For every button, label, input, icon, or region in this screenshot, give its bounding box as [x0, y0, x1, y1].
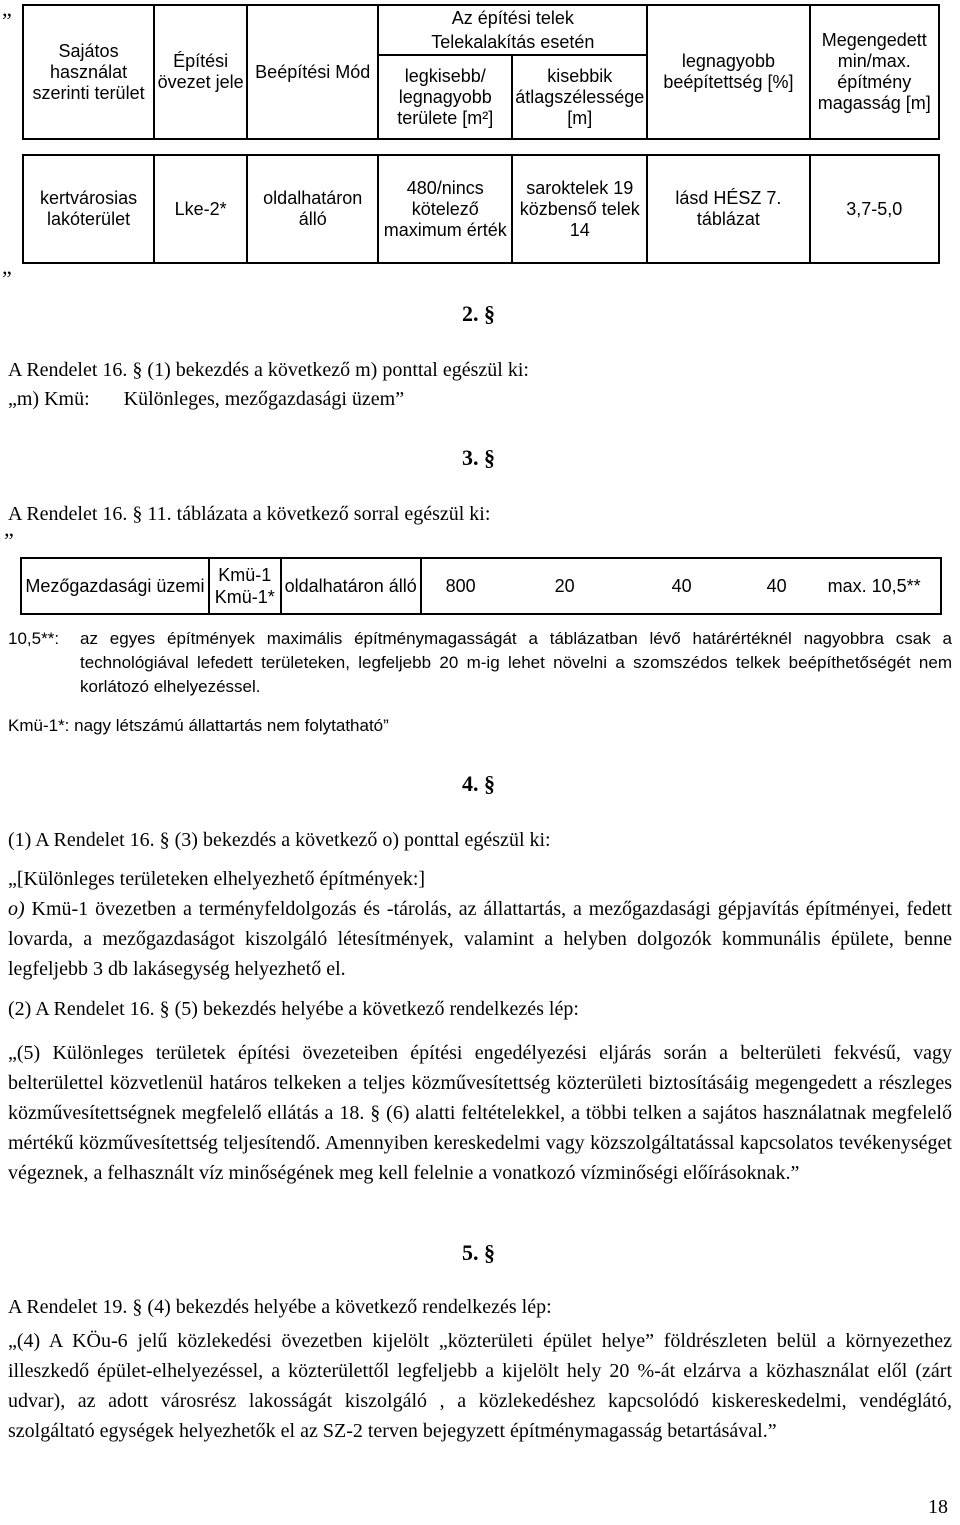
header-plot-area: legkisebb/ legnagyobb területe [m²]: [378, 55, 512, 139]
t2-green-area: 40: [766, 576, 787, 596]
section-4-p4: (2) A Rendelet 16. § (5) bekezdés helyébe a következő rendelkezés lép:: [8, 998, 579, 1020]
t2-zone-code-1: Kmü-1: [218, 565, 272, 585]
note-1-text: az egyes építmények maximális építménymagasságát a táblázatban lévő határértéknél nagyobbra csak a technológiával lefedett területeken, legfeljebb 20 m-ig lehet növelni a szomszédos telkek beépíthetőségét nem korlátozó elhelyezéssel.: [80, 629, 952, 696]
t2-height: max. 10,5**: [827, 576, 921, 596]
header-land-use: Sajátos használat szerinti terület: [23, 5, 154, 139]
page-number: 18: [928, 1496, 948, 1518]
cell-plot-area: 480/nincs kötelező maximum érték: [378, 155, 512, 263]
cell-land-use: kertvárosias lakóterület: [23, 155, 154, 263]
section-5-p1: A Rendelet 19. § (4) bekezdés helyébe a következő rendelkezés lép:: [8, 1296, 552, 1318]
cell-plot-width: saroktelek 19 közbenső telek 14: [512, 155, 647, 263]
section-5-heading: 5. §: [462, 1240, 495, 1265]
section-3-line1: A Rendelet 16. § 11. táblázata a következő sorral egészül ki:: [8, 503, 491, 525]
t2-values: [421, 558, 941, 614]
header-plot-subgroup: Telekalakítás esetén: [378, 31, 647, 55]
section-4-p1: (1) A Rendelet 16. § (3) bekezdés a következő o) ponttal egészül ki:: [8, 829, 551, 851]
closing-quote: ”: [2, 266, 12, 291]
section-2-heading: 2. §: [462, 301, 495, 326]
t2-width: 20: [554, 576, 575, 596]
cell-height: 3,7-5,0: [810, 155, 939, 263]
table-11-row: [20, 557, 942, 615]
header-building-mode: Beépítési Mód: [247, 5, 378, 139]
t2-zone-code-2: Kmü-1*: [214, 587, 275, 607]
note-1-label: 10,5**:: [8, 629, 60, 648]
section-4-p3-label: o): [8, 898, 25, 920]
cell-zone-code: Lke-2*: [154, 155, 247, 263]
section-4-p3-text: Kmü-1 övezetben a terményfeldolgozás és -tárolás, az állattartás, a mezőgazdasági gépjavítás építményei, fedett lovarda, a mezőgazdaságot kiszolgáló létesítmények, valamint a helyben dolgozók kommunális épülete, benne legfeljebb 3 db lakásegység helyezhető el.: [8, 898, 952, 980]
section-4-p5: „(5) Különleges területek építési övezeteiben építési engedélyezési eljárás során a belterületi fekvésű, vagy belterülettel közvetlenül határos telkeken a teljes közművesítettség közterületi biztosításáig megengedett a részleges közművesítettségnek megfelelő ellátás a 18. § (6) alatti feltételekkel, a többi telken a sajátos használatnak megfelelő mértékű közművesítettség teljesítendő. Amennyiben kereskedelmi vagy közszolgáltatással kapcsolatos tevékenységet végeznek, a felhasznált víz minőségének meg kell felelnie a vonatkozó vízminőségi előírásoknak.”: [8, 1042, 952, 1184]
t2-zone-codes: [209, 558, 281, 614]
note-2: Kmü-1*: nagy létszámú állattartás nem folytatható”: [8, 716, 389, 735]
section-2-line1: A Rendelet 16. § (1) bekezdés a következő m) ponttal egészül ki:: [8, 359, 529, 381]
header-height: Megengedett min/max. építmény magasság [m]: [810, 5, 939, 139]
cell-coverage: lásd HÉSZ 7. táblázat: [647, 155, 809, 263]
header-plot-group: Az építési telek: [378, 5, 647, 31]
zoning-table: [22, 4, 940, 264]
t2-land-use: Mezőgazdasági üzemi: [21, 558, 209, 614]
section-5-p2: „(4) A KÖu-6 jelű közlekedési övezetben kijelölt „közterületi épület helye” földrészleten belül a környezethez illeszkedő épület-elhelyezéssel, a közterülettől legfeljebb a kijelölt hely 20 %-át elzárva a közhasználat elől (zárt udvar), az adott városrész lakosságát kiszolgáló , a közlekedéshez kapcsolódó kiskereskedelmi, vendéglátó, szolgáltató egységek helyezhetők el az SZ-2 terven bejegyzett építménymagasság betartásával.”: [8, 1330, 952, 1442]
section-2-line2: [8, 384, 404, 414]
opening-quote: „: [2, 0, 12, 21]
header-max-coverage: legnagyobb beépítettség [%]: [647, 5, 809, 139]
section-3-quote: ”: [4, 528, 14, 553]
t2-building-mode: oldalhatáron álló: [281, 558, 421, 614]
section-3-heading: 3. §: [462, 445, 495, 470]
section-2-definition: Különleges, mezőgazdasági üzem”: [123, 388, 405, 410]
section-4-p2: „[Különleges területeken elhelyezhető építmények:]: [8, 868, 426, 890]
header-plot-width: kisebbik átlagszélessége [m]: [512, 55, 647, 139]
section-4-p3: [8, 894, 952, 984]
header-zone-code: Építési övezet jele: [154, 5, 247, 139]
cell-building-mode: oldalhatáron álló: [247, 155, 378, 263]
t2-min-area: 800: [445, 576, 476, 596]
section-2-prefix: „m) Kmü:: [8, 388, 90, 410]
section-4-heading: 4. §: [462, 771, 495, 796]
t2-coverage: 40: [671, 576, 692, 596]
